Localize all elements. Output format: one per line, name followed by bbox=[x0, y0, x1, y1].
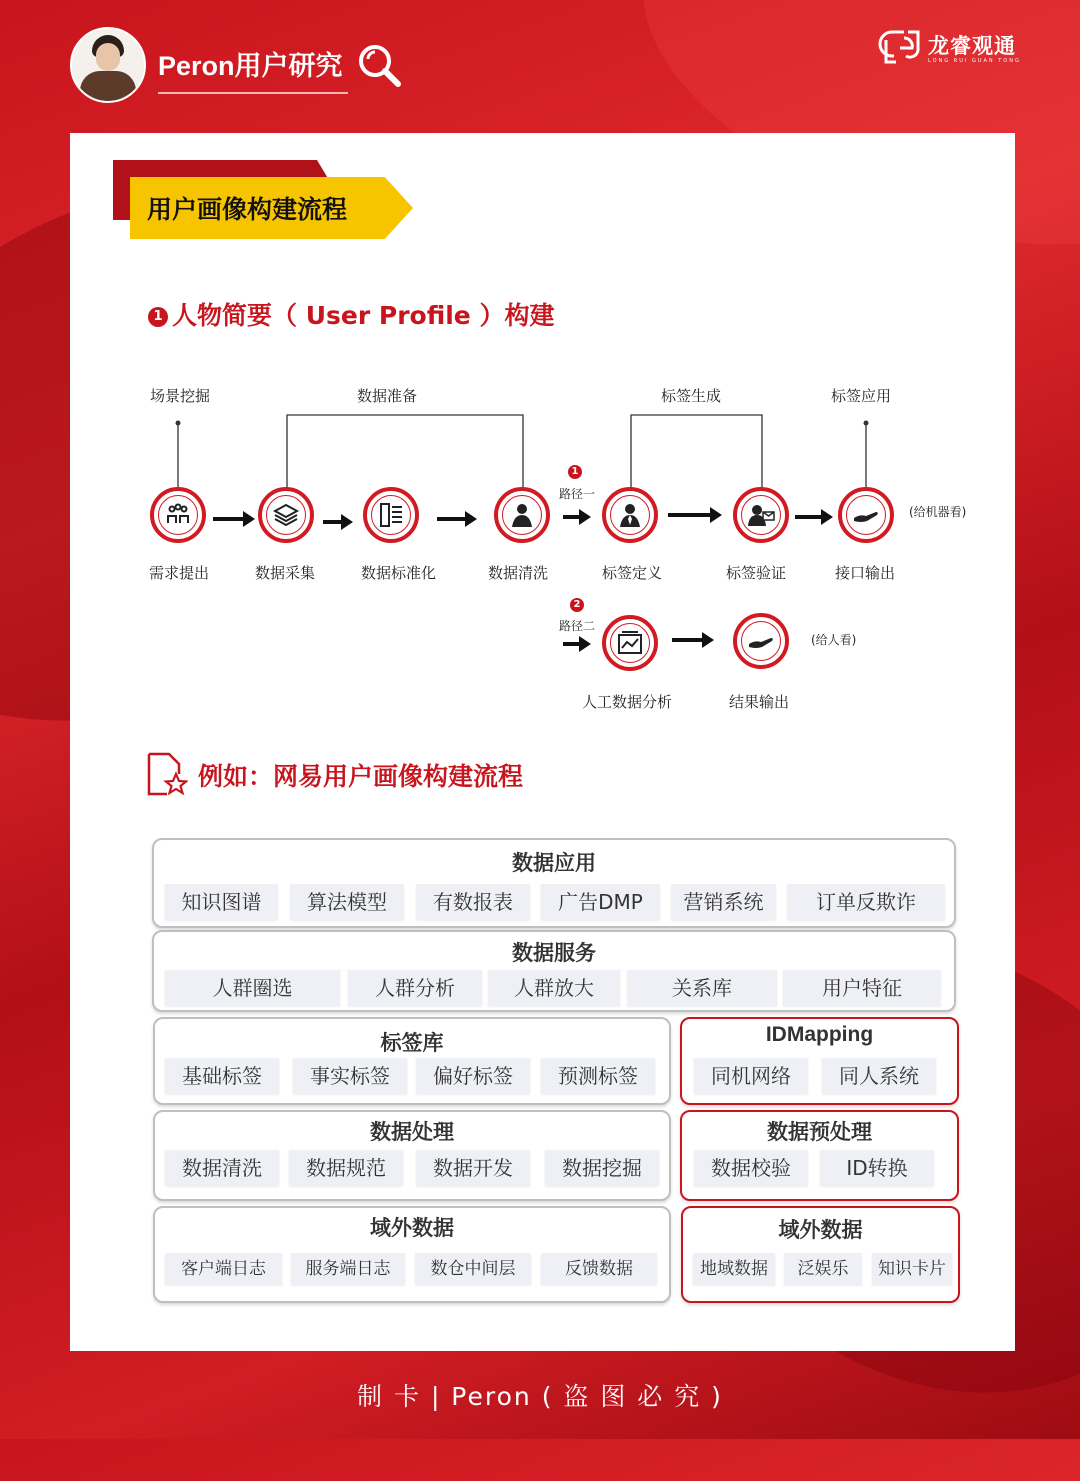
chip: 地域数据 bbox=[693, 1253, 775, 1285]
machine-note: (给机器看) bbox=[909, 505, 967, 519]
stage-label: 标签应用 bbox=[831, 387, 892, 405]
box-title: 标签库 bbox=[380, 1031, 444, 1055]
node-label: 数据清洗 bbox=[488, 564, 549, 582]
node-collect bbox=[258, 487, 314, 543]
chip: 客户端日志 bbox=[165, 1253, 282, 1285]
chip: 偏好标签 bbox=[416, 1058, 530, 1094]
person-icon bbox=[508, 501, 536, 529]
team-icon bbox=[164, 501, 192, 529]
box-title: 域外数据 bbox=[370, 1216, 454, 1240]
chip: 数据挖掘 bbox=[545, 1150, 659, 1186]
stage-label: 场景挖掘 bbox=[150, 387, 211, 405]
chip: 有数报表 bbox=[416, 884, 530, 920]
document-star-icon bbox=[146, 752, 188, 796]
document-list-icon bbox=[377, 501, 405, 529]
chip: 数仓中间层 bbox=[415, 1253, 531, 1285]
flow-arrow bbox=[213, 517, 245, 521]
chip: 泛娱乐 bbox=[784, 1253, 862, 1285]
node-manual-analysis bbox=[602, 615, 658, 671]
box-title: 数据服务 bbox=[512, 941, 596, 965]
node-clean bbox=[494, 487, 550, 543]
box-title: IDMapping bbox=[765, 1023, 874, 1046]
chip: 服务端日志 bbox=[291, 1253, 405, 1285]
analytics-chart-icon bbox=[616, 629, 644, 657]
chip: 人群分析 bbox=[348, 970, 482, 1006]
path2-label: 路径二 bbox=[559, 619, 596, 633]
path2-badge: 2 bbox=[570, 598, 584, 612]
brand-underline bbox=[158, 92, 348, 94]
logo-text: 龙睿观通 bbox=[928, 34, 1016, 58]
hand-icon bbox=[852, 501, 880, 529]
chip: 订单反欺诈 bbox=[787, 884, 945, 920]
chip: 人群放大 bbox=[488, 970, 620, 1006]
path1-label: 路径一 bbox=[559, 487, 596, 501]
flow-arrow bbox=[795, 515, 823, 519]
chip: 知识卡片 bbox=[872, 1253, 952, 1285]
node-label: 结果输出 bbox=[729, 693, 790, 711]
user-mail-icon bbox=[747, 501, 775, 529]
layers-icon bbox=[272, 501, 300, 529]
chip: 数据规范 bbox=[289, 1150, 403, 1186]
node-tag-define bbox=[602, 487, 658, 543]
path1-badge: 1 bbox=[568, 465, 582, 479]
box-title: 域外数据 bbox=[778, 1218, 863, 1242]
hand-icon bbox=[747, 627, 775, 655]
section1-heading bbox=[148, 296, 554, 332]
node-result-output bbox=[733, 613, 789, 669]
stage-label: 数据准备 bbox=[357, 387, 418, 405]
flow-arrow bbox=[323, 520, 343, 524]
chip: 营销系统 bbox=[671, 884, 776, 920]
logo-subtext: LONG RUI GUAN TONG bbox=[928, 58, 1021, 64]
node-requirement bbox=[150, 487, 206, 543]
chip: 人群圈选 bbox=[165, 970, 340, 1006]
stage-label: 标签生成 bbox=[661, 387, 722, 405]
box-title: 数据预处理 bbox=[767, 1120, 872, 1144]
chip: 数据校验 bbox=[694, 1150, 808, 1186]
node-label: 接口输出 bbox=[835, 564, 896, 582]
chip: 反馈数据 bbox=[541, 1253, 657, 1285]
human-note: (给人看) bbox=[811, 633, 857, 647]
flow-arrow bbox=[668, 513, 712, 517]
chip: 同人系统 bbox=[822, 1058, 936, 1094]
flow-arrow bbox=[672, 638, 704, 642]
chip: 数据开发 bbox=[416, 1150, 530, 1186]
section1-title: 人物简要（ User Profile ）构建 bbox=[172, 301, 555, 330]
chip: 关系库 bbox=[627, 970, 777, 1006]
node-api-output bbox=[838, 487, 894, 543]
footer-credit: 制 卡 | Peron ( 盗 图 必 究 ) bbox=[357, 1382, 723, 1411]
chip: 算法模型 bbox=[290, 884, 404, 920]
node-label: 标签定义 bbox=[602, 564, 663, 582]
banner-title: 用户画像构建流程 bbox=[147, 195, 348, 224]
brand-name: Peron用户研究 bbox=[158, 51, 343, 81]
chip: 同机网络 bbox=[694, 1058, 808, 1094]
chip: 用户特征 bbox=[783, 970, 941, 1006]
box-title: 数据应用 bbox=[512, 851, 596, 875]
node-standardize bbox=[363, 487, 419, 543]
avatar bbox=[70, 27, 146, 103]
flow-arrow bbox=[563, 515, 581, 519]
node-label: 数据采集 bbox=[255, 564, 316, 582]
node-label: 需求提出 bbox=[149, 564, 210, 582]
box-title: 数据处理 bbox=[370, 1120, 454, 1144]
node-label: 数据标准化 bbox=[361, 564, 437, 582]
section1-number: 1 bbox=[148, 307, 168, 327]
section2-title: 例如：网易用户画像构建流程 bbox=[198, 762, 524, 791]
person-tie-icon bbox=[616, 501, 644, 529]
flow-arrow bbox=[437, 517, 467, 521]
chip: 预测标签 bbox=[541, 1058, 655, 1094]
search-icon bbox=[356, 42, 402, 88]
chip: 知识图谱 bbox=[165, 884, 278, 920]
chip: ID转换 bbox=[820, 1150, 934, 1186]
node-tag-verify bbox=[733, 487, 789, 543]
node-label: 人工数据分析 bbox=[582, 693, 673, 711]
node-label: 标签验证 bbox=[726, 564, 787, 582]
chip: 广告DMP bbox=[541, 884, 660, 920]
chip: 基础标签 bbox=[165, 1058, 279, 1094]
chip: 数据清洗 bbox=[165, 1150, 279, 1186]
flow-arrow bbox=[563, 642, 581, 646]
chip: 事实标签 bbox=[293, 1058, 407, 1094]
